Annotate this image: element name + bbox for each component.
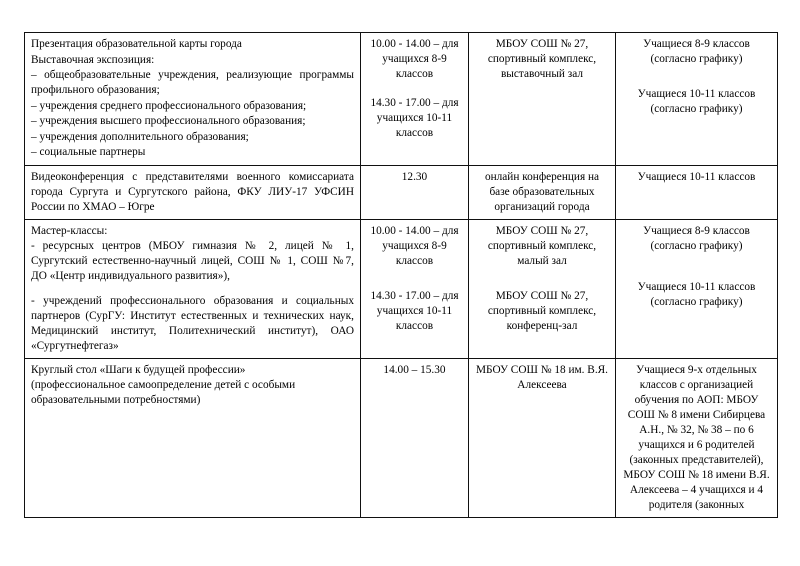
schedule-table xyxy=(24,32,778,518)
audience-block: Учащиеся 8-9 классов (согласно графику) xyxy=(643,224,750,252)
time-block: 14.00 – 15.30 xyxy=(383,363,446,376)
time-cell xyxy=(361,358,469,517)
activity-item: – социальные партнеры xyxy=(31,146,146,159)
activity-item: – общеобразовательные учреждения, реализующие программы профильного образования; xyxy=(31,69,354,97)
venue-cell xyxy=(469,165,616,219)
activity-item: - учреждений профессионального образования и социальных партнеров (СурГУ: Институт естественных и технических наук, Медицинский институт, Политехнический институт), ОАО «Сургутнефтегаз» xyxy=(31,294,354,352)
table-row xyxy=(25,33,778,166)
activity-title: Презентация образовательной карты города xyxy=(31,38,242,50)
venue-cell xyxy=(469,358,616,517)
spacer xyxy=(475,269,609,289)
activity-item: – учреждения высшего профессионального образования; xyxy=(31,115,306,128)
table-row xyxy=(25,165,778,219)
activity-subtitle: Выставочная экспозиция: xyxy=(31,53,155,66)
activity-cell xyxy=(25,219,361,358)
venue-block: онлайн конференция на базе образовательных организаций города xyxy=(484,170,600,213)
spacer xyxy=(367,82,462,96)
spacer xyxy=(622,254,771,274)
time-block: 14.30 - 17.00 – для учащихся 10-11 классов xyxy=(370,289,459,332)
activity-item: – учреждения дополнительного образования; xyxy=(31,130,249,143)
venue-block: МБОУ СОШ № 27, спортивный комплекс, малый зал xyxy=(487,224,597,267)
audience-block: Учащиеся 10-11 классов (согласно графику) xyxy=(637,280,756,308)
activity-title: Видеоконференция с представителями военного комиссариата города Сургута и Сургутского района, ФКУ ЛИУ-17 УФСИН России по ХМАО – Югре xyxy=(31,170,354,213)
activity-title: Мастер-классы: xyxy=(31,224,108,237)
activity-item: - ресурсных центров (МБОУ гимназия № 2, лицей № 1, Сургутский естественно-научный лицей, СОШ № 1, СОШ №7, ДО «Центр индивидуального развития»), xyxy=(31,240,354,283)
time-block: 10.00 - 14.00 – для учащихся 8-9 классов xyxy=(370,224,459,267)
table-row xyxy=(25,358,778,517)
venue-block: МБОУ СОШ № 27, спортивный комплекс, выставочный зал xyxy=(487,38,597,81)
venue-cell xyxy=(469,219,616,358)
time-cell xyxy=(361,33,469,166)
audience-block: Учащиеся 10-11 классов xyxy=(637,170,756,183)
venue-block: МБОУ СОШ № 27, спортивный комплекс, конференц-зал xyxy=(487,289,597,332)
audience-block: Учащиеся 10-11 классов (согласно графику) xyxy=(637,88,756,116)
time-cell xyxy=(361,165,469,219)
time-block: 10.00 - 14.00 – для учащихся 8-9 классов xyxy=(370,38,459,81)
activity-cell xyxy=(25,165,361,219)
time-block: 12.30 xyxy=(401,170,428,183)
audience-cell xyxy=(616,165,778,219)
activity-item: – учреждения среднего профессионального образования; xyxy=(31,99,307,112)
time-block: 14.30 - 17.00 – для учащихся 10-11 классов xyxy=(370,97,459,140)
activity-subtitle: (профессиональное самоопределение детей с особыми образовательными потребностями) xyxy=(31,379,296,407)
audience-cell xyxy=(616,219,778,358)
audience-cell xyxy=(616,358,778,517)
table-row xyxy=(25,219,778,358)
spacer xyxy=(31,285,354,294)
audience-block: Учащиеся 8-9 классов (согласно графику) xyxy=(643,38,750,66)
venue-block: МБОУ СОШ № 18 им. В.Я. Алексеева xyxy=(476,363,608,391)
activity-title: Круглый стол «Шаги к будущей профессии» xyxy=(31,363,246,376)
venue-cell xyxy=(469,33,616,166)
audience-cell xyxy=(616,33,778,166)
spacer xyxy=(367,269,462,289)
time-cell xyxy=(361,219,469,358)
activity-cell xyxy=(25,358,361,517)
spacer xyxy=(622,67,771,87)
activity-cell xyxy=(25,33,361,166)
audience-block: Учащиеся 9-х отдельных классов с организацией обучения по АОП: МБОУ СОШ № 8 имени Сибирцева А.Н., № 32, № 38 – по 6 учащихся и 6 родителей (законных представителей), МБОУ СОШ № 18 имени В.Я. Алексеева – 4 учащихся и 4 родителя (законных xyxy=(623,363,770,511)
